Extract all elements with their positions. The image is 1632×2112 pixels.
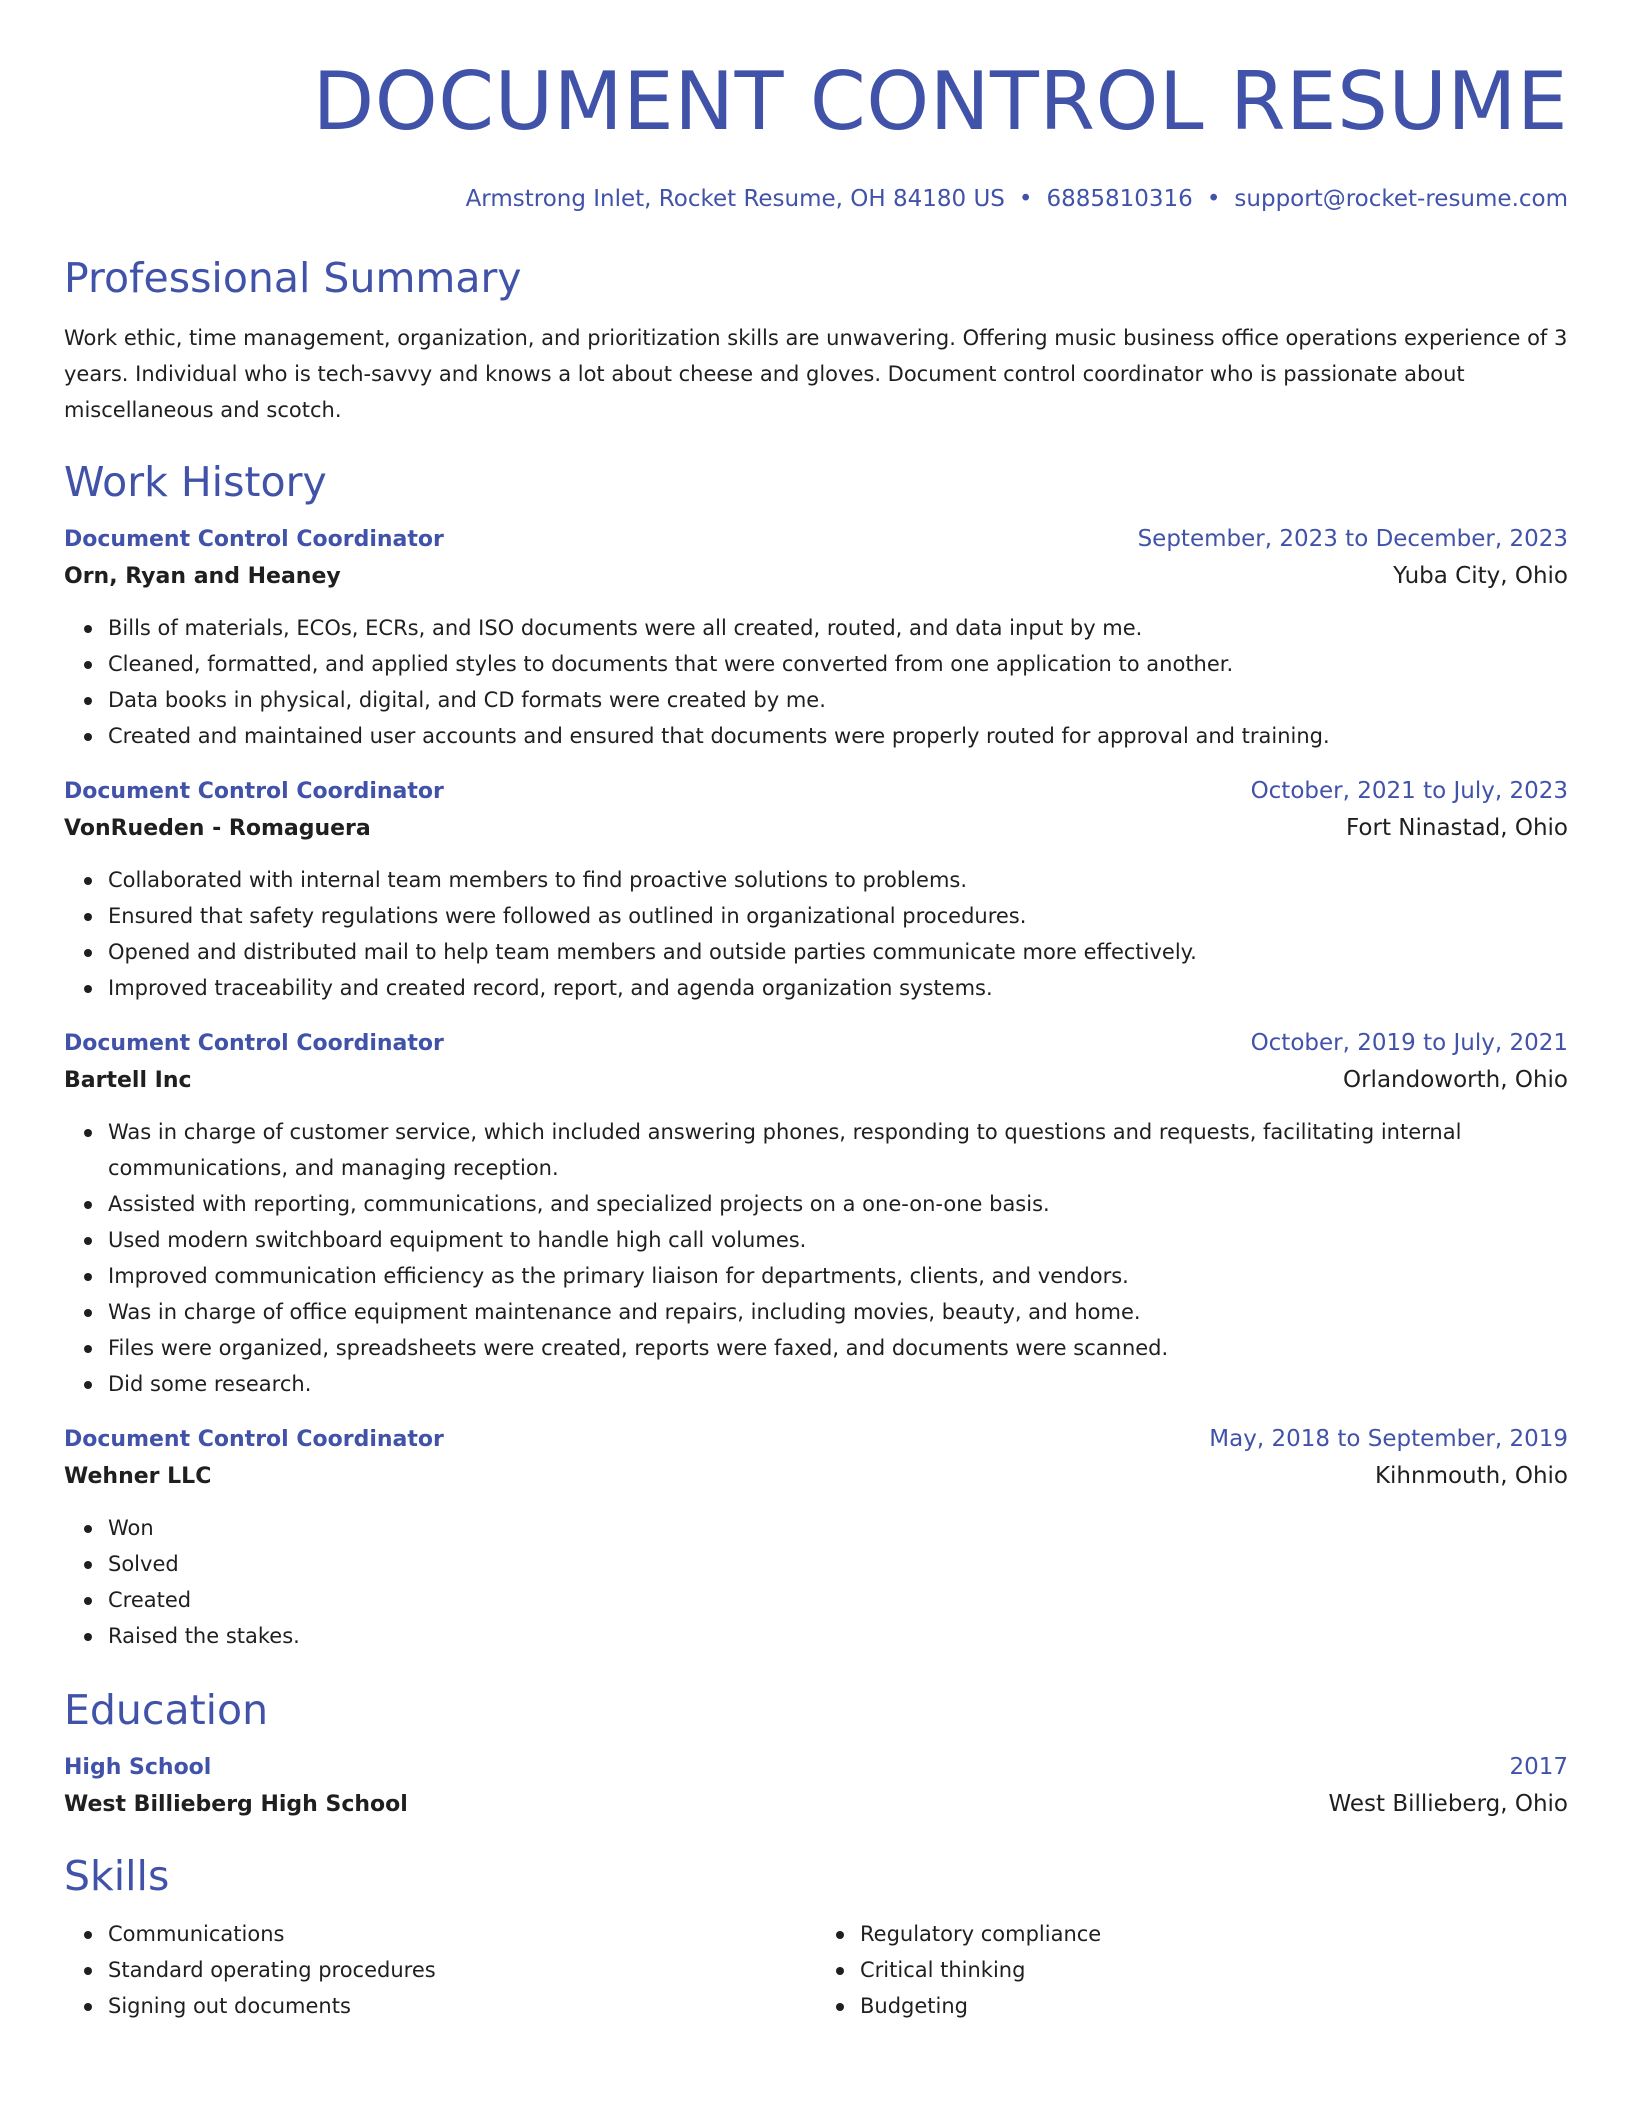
job-bullet: Was in charge of customer service, which included answering phones, responding to questions and requests, facilitating internal communications, and managing reception. [108,1114,1568,1186]
job-bullet: Opened and distributed mail to help team members and outside parties communicate more effectively. [108,934,1568,970]
job-bullet: Improved communication efficiency as the primary liaison for departments, clients, and vendors. [108,1258,1568,1294]
job-dates: May, 2018 to September, 2019 [1209,1426,1568,1452]
job-employer-row [64,1061,1568,1100]
contact-phone: 6885810316 [1046,186,1193,212]
education-location: West Billieberg, Ohio [1328,1791,1568,1817]
job-title: Document Control Coordinator [64,779,444,804]
skill-item: Regulatory compliance [860,1916,1568,1952]
job-entry [64,1422,1568,1654]
job-header-row [64,1026,1568,1061]
job-bullet: Bills of materials, ECOs, ECRs, and ISO documents were all created, routed, and data input by me. [108,610,1568,646]
job-dates: October, 2021 to July, 2023 [1250,778,1568,804]
job-bullet: Solved [108,1546,1568,1582]
job-employer: Bartell Inc [64,1068,192,1093]
job-bullet: Was in charge of office equipment maintenance and repairs, including movies, beauty, and home. [108,1294,1568,1330]
job-dates: October, 2019 to July, 2021 [1250,1030,1568,1056]
job-employer: Wehner LLC [64,1464,212,1489]
contact-email: support@rocket-resume.com [1234,186,1568,212]
education-degree: High School [64,1755,212,1780]
job-employer-row [64,557,1568,596]
job-employer-row [64,1457,1568,1496]
job-title: Document Control Coordinator [64,1427,444,1452]
summary-heading: Professional Summary [64,254,522,302]
job-dates: September, 2023 to December, 2023 [1137,526,1568,552]
job-location: Fort Ninastad, Ohio [1346,815,1568,841]
job-bullet: Collaborated with internal team members to find proactive solutions to problems. [108,862,1568,898]
job-employer-row [64,809,1568,848]
education-header-row [64,1750,1568,1785]
job-header-row [64,522,1568,557]
job-bullets [64,610,1568,754]
job-bullet: Did some research. [108,1366,1568,1402]
job-bullets [64,1510,1568,1654]
job-header-row [64,774,1568,809]
job-bullet: Assisted with reporting, communications, and specialized projects on a one-on-one basis. [108,1186,1568,1222]
job-entry [64,522,1568,754]
skill-item: Signing out documents [108,1988,816,2024]
job-bullet: Used modern switchboard equipment to handle high call volumes. [108,1222,1568,1258]
job-bullet: Improved traceability and created record, report, and agenda organization systems. [108,970,1568,1006]
contact-address: Armstrong Inlet, Rocket Resume, OH 84180 US [465,186,1005,212]
job-entry [64,774,1568,1006]
job-title: Document Control Coordinator [64,527,444,552]
job-bullet: Files were organized, spreadsheets were created, reports were faxed, and documents were scanned. [108,1330,1568,1366]
job-bullet: Raised the stakes. [108,1618,1568,1654]
education-entry [64,1750,1568,1824]
job-bullet: Won [108,1510,1568,1546]
job-bullet: Data books in physical, digital, and CD formats were created by me. [108,682,1568,718]
education-heading: Education [64,1686,269,1734]
contact-separator: • [1206,186,1221,212]
skill-item: Communications [108,1916,816,1952]
job-bullets [64,862,1568,1006]
skill-item: Standard operating procedures [108,1952,816,1988]
resume-page [64,0,1568,2024]
skill-item: Budgeting [860,1988,1568,2024]
job-bullet: Cleaned, formatted, and applied styles to documents that were converted from one application to another. [108,646,1568,682]
skills-list [64,1916,1568,2024]
job-location: Orlandoworth, Ohio [1343,1067,1568,1093]
job-employer: Orn, Ryan and Heaney [64,564,341,589]
summary-text: Work ethic, time management, organization, and prioritization skills are unwavering. Offering music business office operations experience of 3 years. Individual who is tech-savvy and knows a lot about cheese and gloves. Document control coordinator who is passionate about miscellaneous and scotch. [64,326,1568,422]
work-history-heading: Work History [64,458,327,506]
job-entry [64,1026,1568,1402]
contact-separator: • [1018,186,1033,212]
job-bullet: Created and maintained user accounts and ensured that documents were properly routed for approval and training. [108,718,1568,754]
education-school: West Billieberg High School [64,1792,408,1817]
job-title: Document Control Coordinator [64,1031,444,1056]
resume-title: DOCUMENT CONTROL RESUME [312,55,1568,148]
job-header-row [64,1422,1568,1457]
job-bullet: Ensured that safety regulations were followed as outlined in organizational procedures. [108,898,1568,934]
education-school-row [64,1785,1568,1824]
job-location: Kihnmouth, Ohio [1374,1463,1568,1489]
skills-column-left [64,1916,816,2024]
contact-line [64,184,1568,214]
education-year: 2017 [1509,1754,1568,1780]
skills-column-right [816,1916,1568,2024]
job-bullet: Created [108,1582,1568,1618]
skills-heading: Skills [64,1852,170,1900]
skill-item: Critical thinking [860,1952,1568,1988]
job-employer: VonRueden - Romaguera [64,816,371,841]
job-bullets [64,1114,1568,1402]
job-location: Yuba City, Ohio [1393,563,1568,589]
